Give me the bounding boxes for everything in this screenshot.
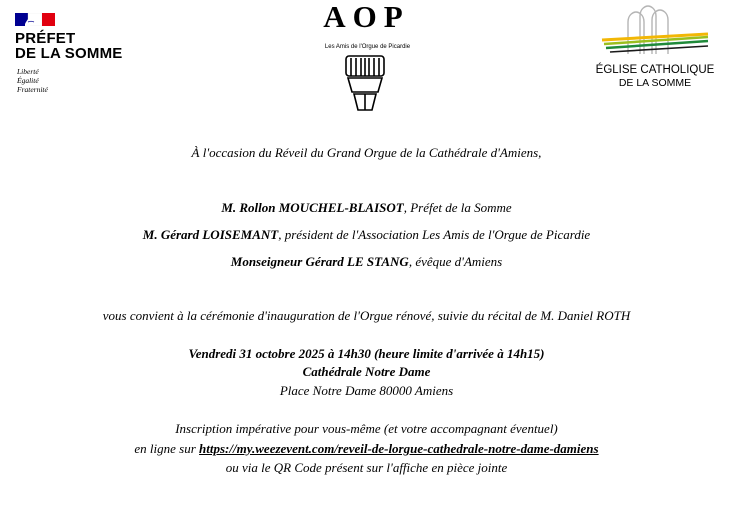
host-line-president bbox=[0, 227, 733, 243]
host-role: , évêque d'Amiens bbox=[408, 254, 503, 269]
prefet-title bbox=[15, 31, 122, 61]
marianne-flag-icon bbox=[15, 13, 55, 26]
online-line bbox=[0, 441, 733, 457]
occasion-line: À l'occasion du Réveil du Grand Orgue de la Cathédrale d'Amiens, bbox=[191, 145, 542, 160]
church-arches-icon bbox=[600, 4, 710, 62]
host-role: , Préfet de la Somme bbox=[403, 200, 512, 215]
event-venue: Cathédrale Notre Dame bbox=[302, 364, 431, 379]
organ-pipes-icon bbox=[340, 52, 390, 112]
host-line-eveque bbox=[0, 254, 733, 270]
host-name: Monseigneur Gérard LE STANG bbox=[230, 254, 409, 269]
host-name: M. Rollon MOUCHEL-BLAISOT bbox=[221, 200, 404, 215]
host-role: , président de l'Association Les Amis de l'Orgue de Picardie bbox=[278, 227, 591, 242]
prefet-title-line2: DE LA SOMME bbox=[15, 45, 123, 62]
eglise-title: ÉGLISE CATHOLIQUE bbox=[595, 64, 715, 76]
registration-link[interactable]: https://my.weezevent.com/reveil-de-lorgue-cathedrale-notre-dame-damiens bbox=[199, 441, 599, 456]
online-prefix: en ligne sur bbox=[134, 441, 200, 456]
host-line-prefet bbox=[0, 200, 733, 216]
convocation-line: vous convient à la cérémonie d'inauguration de l'Orgue rénové, suivie du récital de M. Daniel ROTH bbox=[102, 308, 631, 323]
host-name: M. Gérard LOISEMANT bbox=[142, 227, 279, 242]
inscription-line: Inscription impérative pour vous-même (et votre accompagnant éventuel) bbox=[175, 421, 558, 436]
event-date: Vendredi 31 octobre 2025 à 14h30 (heure limite d'arrivée à 14h15) bbox=[188, 346, 545, 361]
motto-liberte: Liberté bbox=[17, 67, 39, 76]
motto-egalite: Égalité bbox=[17, 76, 39, 85]
motto-fraternite: Fraternité bbox=[17, 85, 48, 94]
republic-motto bbox=[17, 67, 48, 94]
qr-note-line: ou via le QR Code présent sur l'affiche en pièce jointe bbox=[225, 460, 508, 475]
event-address: Place Notre Dame 80000 Amiens bbox=[279, 383, 454, 398]
aop-logo-title: AOP bbox=[323, 0, 410, 34]
aop-logo-subtitle: Les Amis de l'Orgue de Picardie bbox=[324, 44, 411, 50]
prefet-title-line1: PRÉFET bbox=[15, 30, 76, 47]
eglise-subtitle: DE LA SOMME bbox=[618, 77, 692, 89]
